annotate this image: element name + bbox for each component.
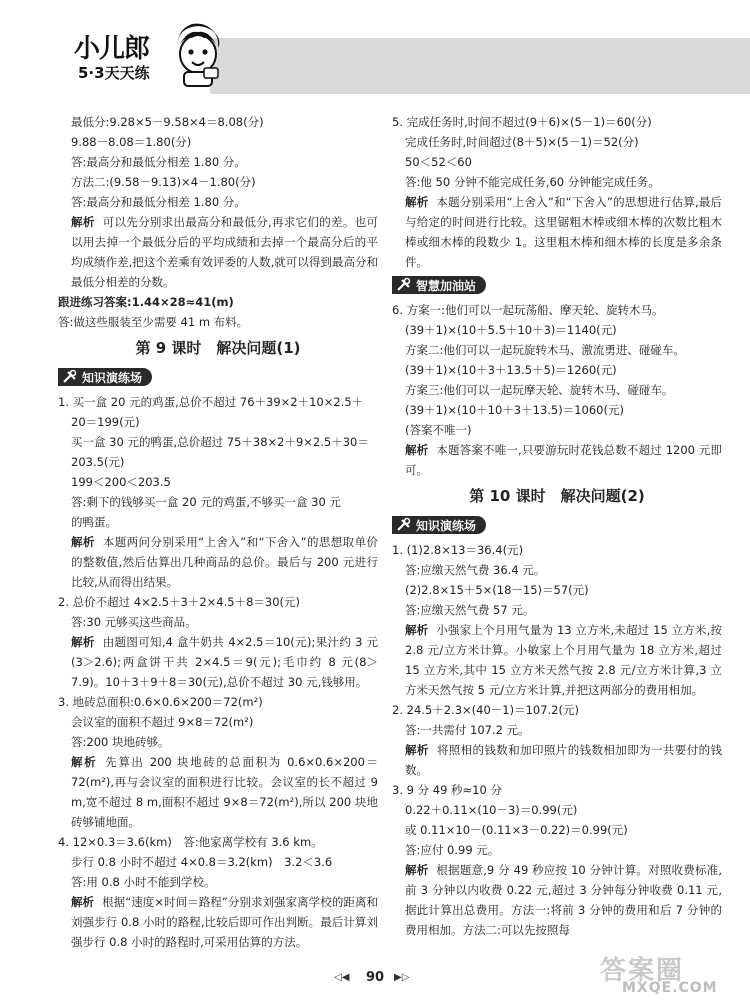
analysis-label: 解析	[71, 895, 95, 909]
text-line: 答:最高分和最低分相差 1.80 分。	[71, 195, 246, 209]
analysis-text: 本题答案不唯一,只要游玩时花钱总数不超过 1200 元即可。	[405, 443, 722, 477]
next-arrows-icon: ▶▷	[394, 972, 410, 983]
watermark: 答案圈	[600, 956, 685, 986]
follow-up-label: 跟进练习答案:	[58, 295, 132, 309]
text-line: 答:剩下的钱够买一盒 20 元的鸡蛋,不够买一盒 30 元	[71, 495, 341, 509]
analysis-paragraph	[58, 752, 378, 832]
section-tag-practice: 知识演练场	[58, 368, 152, 386]
section-tag-wisdom: 智慧加油站	[392, 276, 486, 294]
question-r3: 3. 9 分 49 秒≈10 分	[392, 783, 502, 797]
analysis-paragraph	[58, 632, 378, 692]
analysis-label: 解析	[71, 755, 98, 769]
logo-subtitle: 5·3天天练	[78, 64, 150, 82]
analysis-paragraph	[58, 212, 378, 292]
text-line: 20＝199(元)	[71, 415, 140, 429]
analysis-label: 解析	[405, 195, 429, 209]
analysis-label: 解析	[71, 535, 95, 549]
question-3: 3. 地砖总面积:0.6×0.6×200＝72(m²)	[58, 695, 263, 709]
text-line: 答:应缴天然气费 57 元。	[405, 603, 535, 617]
follow-up-calc: 1.44×28≈41(m)	[131, 295, 234, 309]
analysis-text: 本题分别采用“上舍入”和“下舍入”的思想进行估算,最后与给定的时间进行比较。这里锯粗木棒或细木棒的次数比粗木棒或细木棒的段数少 1。这里粗木棒和细木棒的长度是多余条件。	[405, 195, 723, 269]
page-header	[0, 0, 750, 100]
text-line: 199＜200＜203.5	[71, 475, 171, 489]
analysis-text: 根据“速度×时间＝路程”分别求刘强家离学校的距离和刘强步行 0.8 小时的路程,比较后即可作出判断。最后计算刘强步行 0.8 小时的路程时,可采用估算的方法。	[71, 895, 379, 949]
analysis-label: 解析	[405, 743, 429, 757]
question-r2: 2. 24.5＋2.3×(40－1)＝107.2(元)	[392, 703, 579, 717]
analysis-paragraph	[392, 192, 722, 272]
left-column	[58, 112, 378, 952]
prev-arrows-icon: ◁◀	[334, 972, 350, 983]
analysis-label: 解析	[405, 443, 429, 457]
brand-logo	[70, 28, 210, 94]
analysis-label: 解析	[71, 635, 95, 649]
text-line: 9.88－8.08＝1.80(分)	[71, 135, 192, 149]
text-line: 方案二:他们可以一起玩旋转木马、激流勇进、碰碰车。	[405, 343, 685, 357]
analysis-label: 解析	[71, 215, 95, 229]
right-column	[392, 112, 722, 940]
text-line: 会议室的面积不超过 9×8＝72(m²)	[71, 715, 254, 729]
text-line: 答:一共需付 107.2 元。	[405, 723, 530, 737]
text-line: 或 0.11×10－(0.11×3－0.22)＝0.99(元)	[405, 823, 628, 837]
watermark-url: MXQE.COM	[622, 980, 718, 996]
analysis-paragraph	[392, 620, 722, 700]
analysis-paragraph	[58, 532, 378, 592]
logo-title: 小儿郎	[74, 34, 150, 64]
section-tag-practice: 知识演练场	[392, 516, 486, 534]
analysis-text: 可以先分别求出最高分和最低分,再求它们的差。也可以用去掉一个最低分后的平均成绩和去掉一个最高分后的平均成绩作差,把这个差乘有效评委的人数,就可以得到最高分和最低分相差的分数。	[71, 215, 379, 289]
tools-icon	[396, 277, 412, 293]
text-line: 完成任务时,时间超过(8＋5)×(5－1)＝52(分)	[405, 135, 639, 149]
analysis-text: 先算出 200 块地砖的总面积为 0.6×0.6×200＝72(m²),再与会议室的面积进行比较。会议室的长不超过 9 m,宽不超过 8 m,面积不超过 9×8＝72(m²),所以 200 块地砖够铺地面。	[71, 755, 379, 829]
text-line: 答:200 块地砖够。	[71, 735, 170, 749]
question-r1: 1. (1)2.8×13＝36.4(元)	[392, 543, 524, 557]
lesson-9-title: 第 9 课时 解决问题(1)	[135, 339, 301, 357]
text-line: (39＋1)×(10＋10＋3＋13.5)＝1060(元)	[405, 403, 624, 417]
text-line: 答:他 50 分钟不能完成任务,60 分钟能完成任务。	[405, 175, 660, 189]
text-line: 答:做这些服装至少需要 41 m 布料。	[58, 315, 249, 329]
analysis-label: 解析	[405, 863, 429, 877]
text-line: 答:最高分和最低分相差 1.80 分。	[71, 155, 246, 169]
text-line: 方法二:(9.58－9.13)×4－1.80(分)	[71, 175, 256, 189]
analysis-text: 由题图可知,4 盒牛奶共 4×2.5＝10(元);果汁约 3 元(3＞2.6);两盒饼干共 2×4.5＝9(元);毛巾约 8 元(8＞7.9)。10＋3＋9＋8＝30(元),总价不超过 30 元,钱够用。	[71, 635, 378, 689]
analysis-text: 根据题意,9 分 49 秒应按 10 分钟计算。对照收费标准,前 3 分钟以内收费 0.22 元,超过 3 分钟每分钟收费 0.11 元,据此计算出总费用。方法一:将前 3 分钟的费用和后 7 分钟的费用相加。方法二:可以先按照每	[405, 863, 723, 937]
text-line: 答:30 元够买这些商品。	[71, 615, 197, 629]
text-line: (答案不唯一)	[405, 423, 472, 437]
analysis-paragraph	[392, 440, 722, 480]
analysis-label: 解析	[405, 623, 429, 637]
tools-icon	[62, 369, 78, 385]
header-band	[210, 38, 750, 94]
lesson-10-title: 第 10 课时 解决问题(2)	[469, 487, 645, 505]
text-line: 0.22＋0.11×(10－3)＝0.99(元)	[405, 803, 578, 817]
text-line: (39＋1)×(10＋5.5＋10＋3)＝1140(元)	[405, 323, 617, 337]
text-line: 203.5(元)	[71, 455, 125, 469]
analysis-text: 本题两问分别采用“上舍入”和“下舍入”的思想取单价的整数值,然后估算出几种商品的总价。最后与 200 元进行比较,从而得出结果。	[71, 535, 378, 589]
page-number: 90	[365, 970, 385, 985]
text-line: 答:用 0.8 小时不能到学校。	[71, 875, 216, 889]
analysis-paragraph	[58, 892, 378, 952]
text-line: 答:应缴天然气费 36.4 元。	[405, 563, 546, 577]
question-4: 4. 12×0.3＝3.6(km) 答:他家离学校有 3.6 km。	[58, 835, 323, 849]
text-line: 答:应付 0.99 元。	[405, 843, 500, 857]
question-2: 2. 总价不超过 4×2.5＋3＋2×4.5＋8＝30(元)	[58, 595, 301, 609]
text-line: 最低分:9.28×5－9.58×4＝8.08(分)	[71, 115, 264, 129]
question-5: 5. 完成任务时,时间不超过(9＋6)×(5－1)＝60(分)	[392, 115, 652, 129]
text-line: 的鸭蛋。	[71, 515, 117, 529]
analysis-paragraph	[392, 860, 722, 940]
analysis-paragraph	[392, 740, 722, 780]
analysis-text: 将照相的钱数和加印照片的钱数相加即为一共要付的钱数。	[405, 743, 723, 777]
text-line: 买一盒 30 元的鸭蛋,总价超过 75＋38×2＋9×2.5＋30＝	[71, 435, 369, 449]
text-line: (2)2.8×15＋5×(18－15)＝57(元)	[405, 583, 589, 597]
text-line: 步行 0.8 小时不超过 4×0.8＝3.2(km) 3.2＜3.6	[71, 855, 333, 869]
follow-up-answer	[58, 292, 378, 312]
tools-icon	[396, 517, 412, 533]
text-line: 50＜52＜60	[405, 155, 472, 169]
text-line: (39＋1)×(10＋3＋13.5＋5)＝1260(元)	[405, 363, 617, 377]
analysis-text: 小强家上个月用气量为 13 立方米,未超过 15 立方米,按 2.8 元/立方米计算。小敏家上个月用气量为 18 立方米,超过 15 立方米,其中 15 立方米天然气按 2.8 元/立方米计算,3 立方米天然气按 5 元/立方米计算,并把这两部分的费用相加。	[405, 623, 722, 697]
question-1: 1. 买一盒 20 元的鸡蛋,总价不超过 76＋39×2＋10×2.5＋	[58, 395, 364, 409]
mascot-boy-icon	[170, 22, 226, 88]
question-6: 6. 方案一:他们可以一起玩荡船、摩天轮、旋转木马。	[392, 303, 664, 317]
text-line: 方案三:他们可以一起玩摩天轮、旋转木马、碰碰车。	[405, 383, 674, 397]
